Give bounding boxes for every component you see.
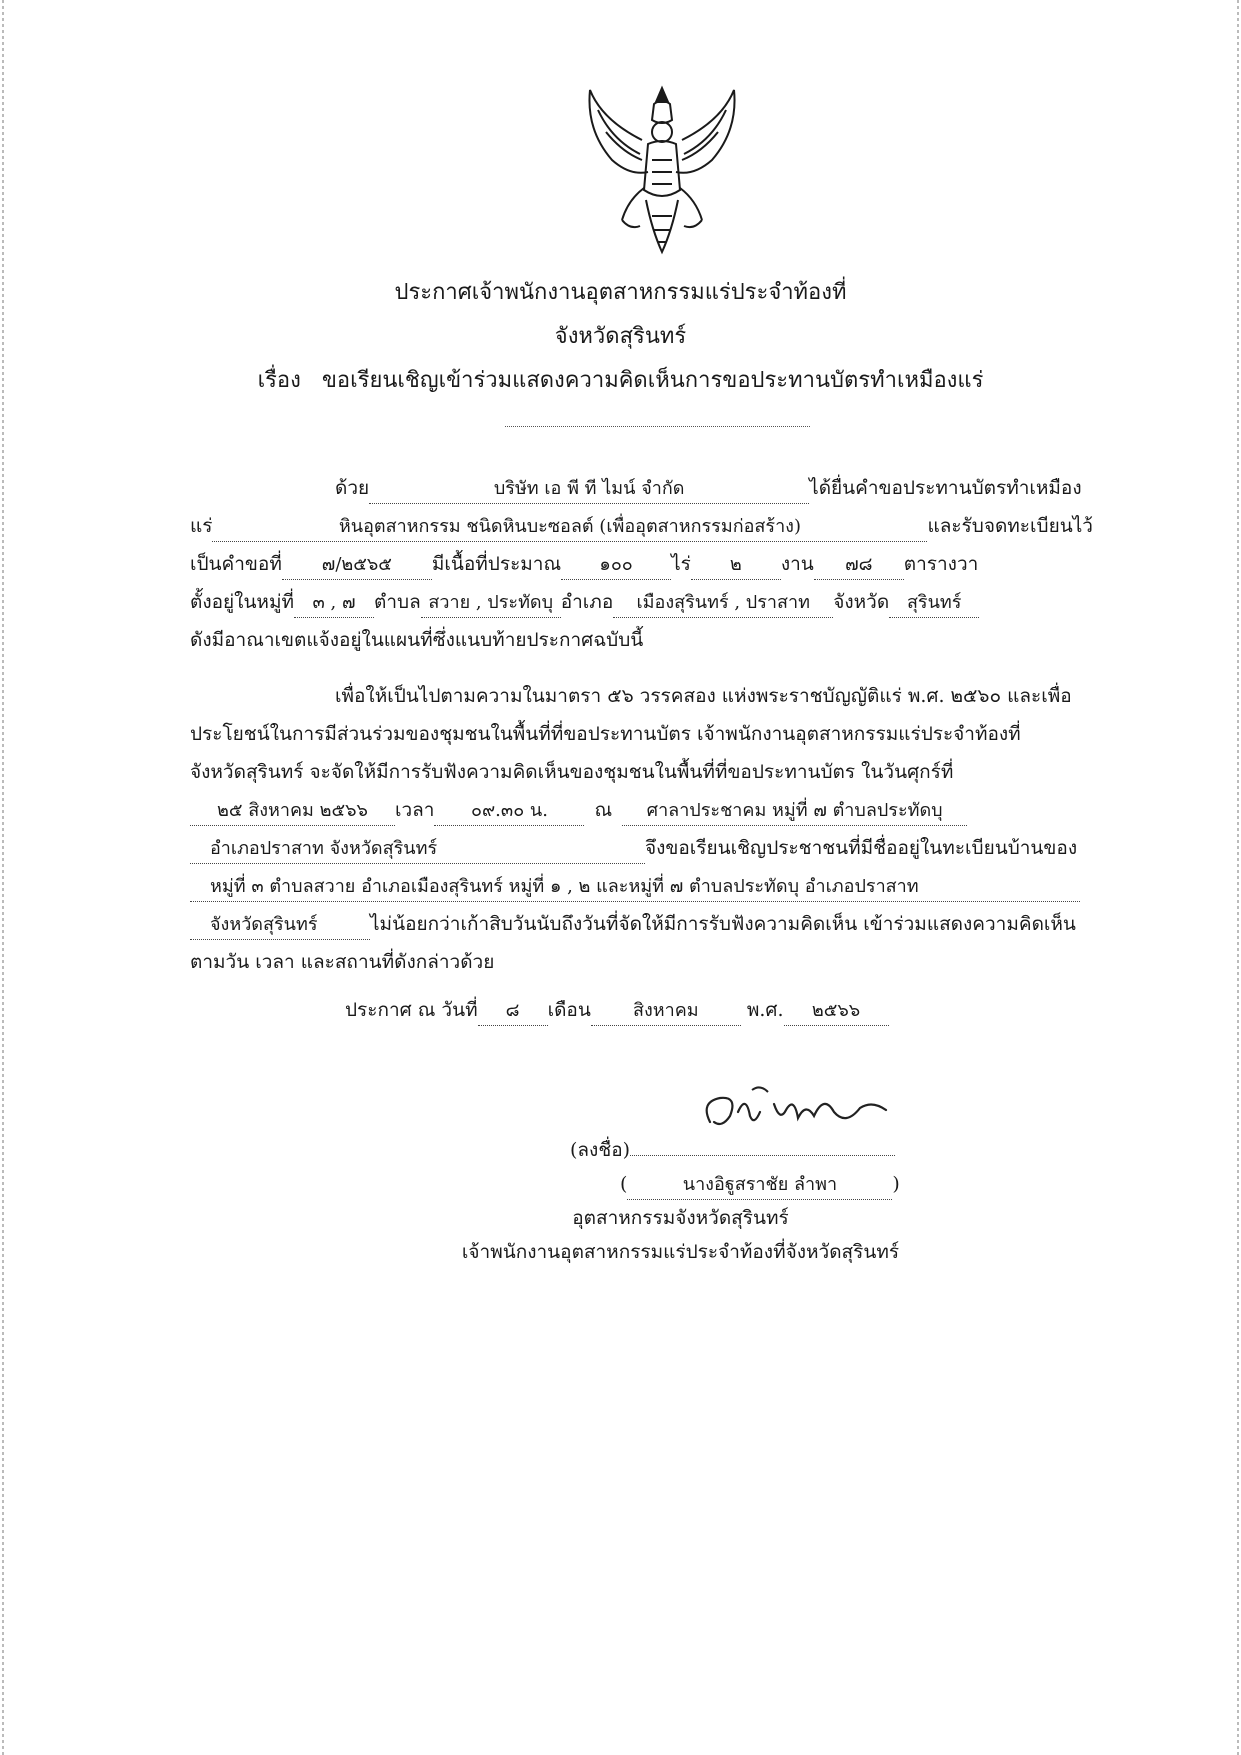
sign-label: (ลงชื่อ) xyxy=(570,1139,631,1161)
announce-month-field: สิงหาคม xyxy=(591,997,741,1026)
month-label: เดือน xyxy=(547,999,591,1021)
subject-text: ขอเรียนเชิญเข้าร่วมแสดงความคิดเห็นการขอประทานบัตรทำเหมืองแร่ xyxy=(321,368,984,393)
area-label: มีเนื้อที่ประมาณ xyxy=(431,553,562,575)
signer-name-line xyxy=(620,1168,900,1200)
venue-field: ศาลาประชาคม หมู่ที่ ๗ ตำบลประทัดบุ xyxy=(622,797,967,826)
meeting-date-field: ๒๕ สิงหาคม ๒๕๖๖ xyxy=(190,797,395,826)
subdistrict-field: สวาย , ประทัดบุ xyxy=(421,589,561,618)
closing-line: ตามวัน เวลา และสถานที่ดังกล่าวด้วย xyxy=(190,951,495,973)
ngan-label: งาน xyxy=(780,553,814,575)
signature-field xyxy=(630,1155,895,1156)
announce-date-line xyxy=(345,994,889,1026)
district-field: เมืองสุรินทร์ , ปราสาท xyxy=(613,589,833,618)
wa-label: ตารางวา xyxy=(903,553,979,575)
announce-label: ประกาศ ณ วันที่ xyxy=(345,999,478,1021)
subject-line xyxy=(0,362,1241,397)
village-field: ๓ , ๗ xyxy=(294,589,374,618)
subdistrict-label: ตำบล xyxy=(374,591,421,613)
venue-line xyxy=(190,832,1077,864)
open-paren: ( xyxy=(620,1173,628,1195)
scan-edge-right xyxy=(1237,0,1239,1755)
form-line-3 xyxy=(190,548,978,580)
garuda-emblem-icon xyxy=(582,80,742,260)
scan-edge-left xyxy=(2,0,4,1755)
residents-field: หมู่ที่ ๓ ตำบลสวาย อำเภอเมืองสุรินทร์ หมู่ที่ ๑ , ๒ และหมู่ที่ ๗ ตำบลประทัดบุ อำเภอปราสาท xyxy=(190,873,1080,902)
rai-label: ไร่ xyxy=(671,553,691,575)
province-label: จังหวัด xyxy=(833,591,890,613)
subject-label: เรื่อง xyxy=(257,368,301,393)
company-field: บริษัท เอ พี ที ไมน์ จำกัด xyxy=(369,475,809,504)
wa-field: ๗๘ xyxy=(814,551,904,580)
time-label: เวลา xyxy=(395,799,435,821)
title-line-1: ประกาศเจ้าพนักงานอุตสาหกรรมแร่ประจำท้องที่ xyxy=(394,280,847,305)
deadline-line xyxy=(190,908,1076,940)
handwritten-signature xyxy=(690,1082,910,1142)
paragraph-2-line-1: เพื่อให้เป็นไปตามความในมาตรา ๕๖ วรรคสอง แห่งพระราชบัญญัติแร่ พ.ศ. ๒๕๖๐ และเพื่อ xyxy=(335,685,1072,707)
ngan-field: ๒ xyxy=(691,551,781,580)
registered-label: และรับจดทะเบียนไว้ xyxy=(927,515,1093,537)
rai-field: ๑๐๐ xyxy=(561,551,671,580)
paragraph-2-line-2: ประโยชน์ในการมีส่วนร่วมของชุมชนในพื้นที่ที่ขอประทานบัตร เจ้าพนักงานอุตสาหกรรมแร่ประจำท้องที่ xyxy=(190,723,1021,745)
at-label: ณ xyxy=(594,799,613,821)
meeting-line xyxy=(190,794,967,826)
title-line-2: จังหวัดสุรินทร์ xyxy=(554,324,687,349)
form-line-1 xyxy=(335,472,1082,504)
paragraph-2-line-3: จังหวัดสุรินทร์ จะจัดให้มีการรับฟังความคิดเห็นของชุมชนในพื้นที่ที่ขอประทานบัตร ในวันศุกร์ที่ xyxy=(190,761,954,783)
submitted-label: ได้ยื่นคำขอประทานบัตรทำเหมือง xyxy=(809,477,1082,499)
announce-year-field: ๒๕๖๖ xyxy=(784,997,889,1026)
year-label: พ.ศ. xyxy=(746,999,784,1021)
signer-position-1: อุตสาหกรรมจังหวัดสุรินทร์ xyxy=(572,1207,789,1229)
venue-cont-field: อำเภอปราสาท จังหวัดสุรินทร์ xyxy=(190,835,645,864)
deadline-text: ไม่น้อยกว่าเก้าสิบวันนับถึงวันที่จัดให้มีการรับฟังความคิดเห็น เข้าร่วมแสดงความคิดเห็น xyxy=(370,913,1076,935)
announce-day-field: ๘ xyxy=(478,997,548,1026)
mineral-label: แร่ xyxy=(190,515,213,537)
request-no-field: ๗/๒๕๖๕ xyxy=(282,551,432,580)
village-label: ตั้งอยู่ในหมู่ที่ xyxy=(190,591,294,613)
district-label: อำเภอ xyxy=(560,591,614,613)
signer-position-2: เจ้าพนักงานอุตสาหกรรมแร่ประจำท้องที่จังหวัดสุรินทร์ xyxy=(461,1241,900,1263)
invite-label: จึงขอเรียนเชิญประชาชนที่มีชื่ออยู่ในทะเบียนบ้านของ xyxy=(645,837,1078,859)
map-note: ดังมีอาณาเขตแจ้งอยู่ในแผนที่ซึ่งแนบท้ายประกาศฉบับนี้ xyxy=(190,629,644,651)
signature-line xyxy=(570,1134,895,1166)
residents-line xyxy=(190,870,1080,902)
request-no-label: เป็นคำขอที่ xyxy=(190,553,282,575)
signer-name: นางอิฐูสราชัย ลำพา xyxy=(627,1171,892,1200)
close-paren: ) xyxy=(892,1173,900,1195)
residents-cont-field: จังหวัดสุรินทร์ xyxy=(190,911,370,940)
mineral-field: หินอุตสาหกรรม ชนิดหินบะซอลต์ (เพื่ออุตสาหกรรมก่อสร้าง) xyxy=(212,513,927,542)
by-label: ด้วย xyxy=(335,477,370,499)
title-divider xyxy=(505,426,810,427)
meeting-time-field: ๐๙.๓๐ น. xyxy=(434,797,584,826)
province-field: สุรินทร์ xyxy=(889,589,979,618)
form-line-4 xyxy=(190,586,979,618)
form-line-2 xyxy=(190,510,1093,542)
